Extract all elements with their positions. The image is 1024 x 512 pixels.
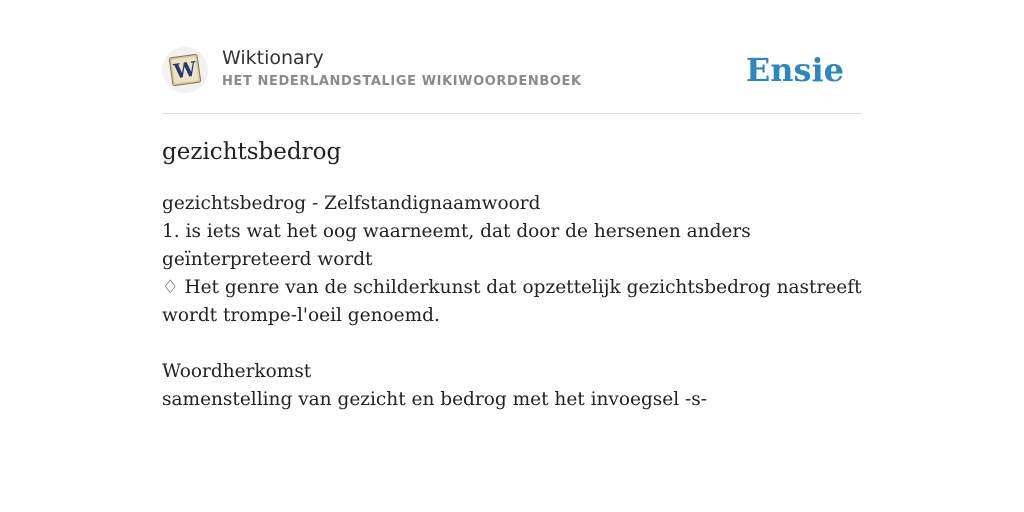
- example-sentence: ♢ Het genre van de schilderkunst dat opzettelijk gezichtsbedrog nastreeft wordt trompe-l'oeil genoemd.: [162, 277, 862, 326]
- site-tagline: HET NEDERLANDSTALIGE WIKIWOORDENBOEK: [222, 74, 582, 89]
- page-title: gezichtsbedrog: [162, 139, 342, 165]
- ensie-brand-link[interactable]: Ensie: [745, 51, 844, 89]
- wiktionary-tile-graphic: [162, 47, 208, 93]
- wiktionary-logo-icon[interactable]: [162, 47, 208, 93]
- headword-line: gezichtsbedrog - Zelfstandignaamwoord: [162, 193, 541, 214]
- site-header: [162, 44, 862, 114]
- etymology-text: samenstelling van gezicht en bedrog met het invoegsel -s-: [162, 389, 708, 410]
- site-name[interactable]: Wiktionary: [222, 47, 324, 69]
- spacer: [162, 330, 862, 358]
- svg-text:W: W: [172, 56, 198, 84]
- definition-text: 1. is iets wat het oog waarneemt, dat door de hersenen anders geïnterpreteerd wordt: [162, 221, 751, 270]
- entry-content: [162, 190, 862, 414]
- etymology-heading: Woordherkomst: [162, 361, 312, 382]
